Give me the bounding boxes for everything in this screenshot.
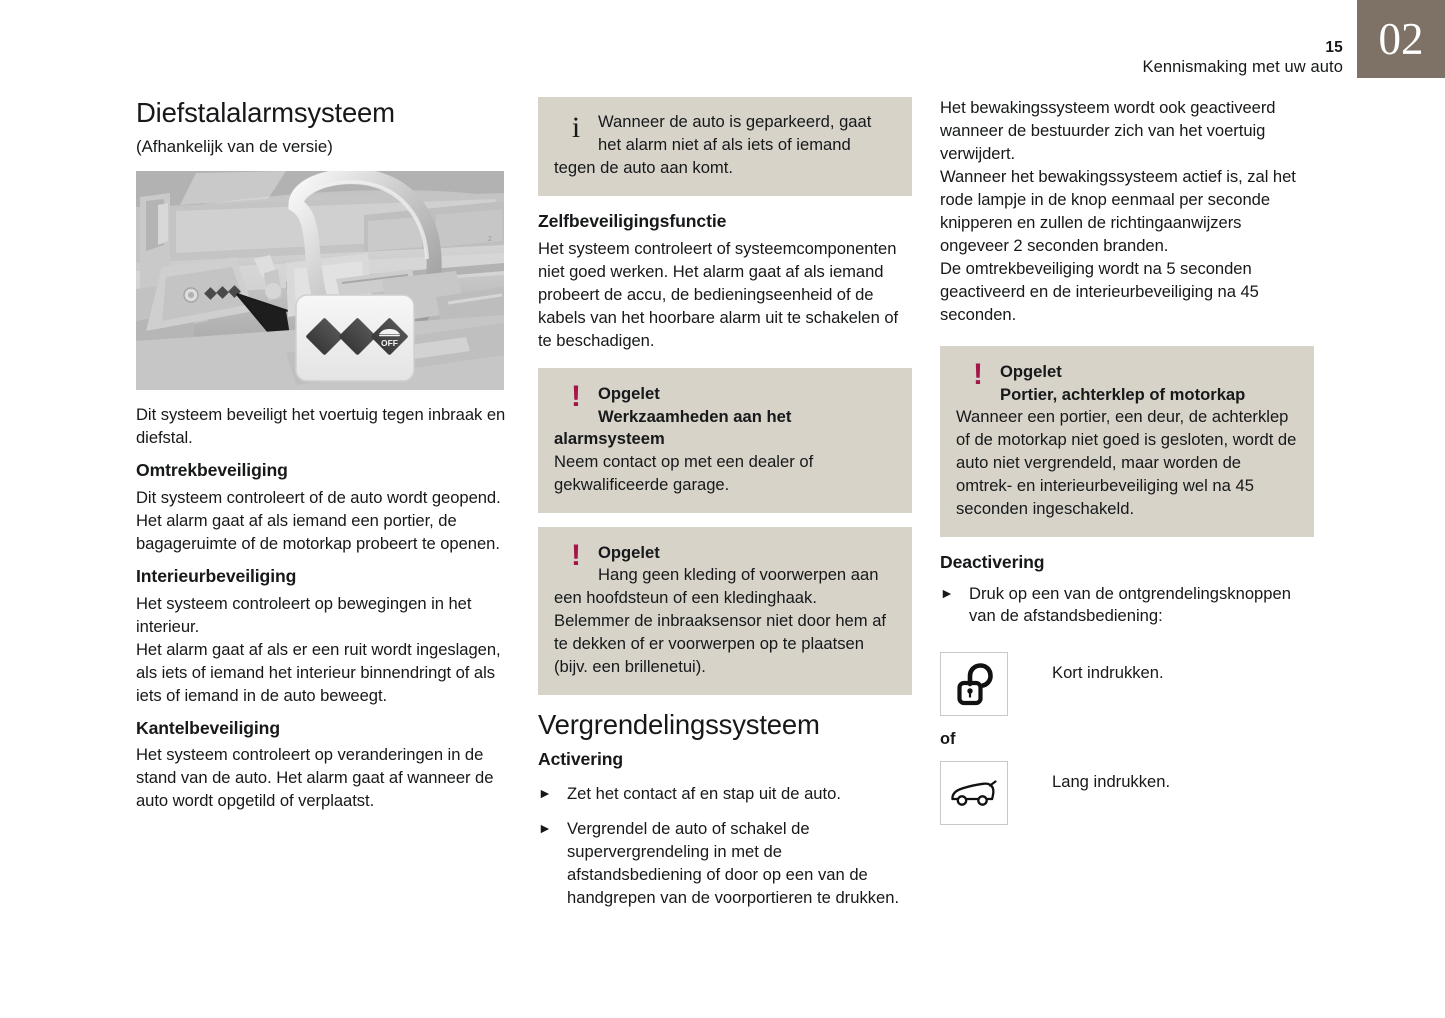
page-title: Diefstalalarmsysteem [136,97,395,128]
self-protection-paragraph: Het systeem controleert of systeemcomponenten niet goed werken. Het alarm gaat af als iemand probeert de accu, de bedieningseenheid of de kabels van het hoorbare alarm uit te schakelen of te beschadigen. [538,238,899,350]
page-columns [136,97,1316,997]
info-note-line-2: het alarm niet af als iets of iemand [598,134,851,154]
heading-kantelbeveiliging: Kantelbeveiliging [136,717,280,738]
deactivation-step [940,583,1314,629]
info-note-box [538,97,912,196]
svg-text:2: 2 [488,236,492,244]
unlock-padlock-icon-cell [940,652,1008,716]
activation-step-2-text: Vergrendel de auto of schakel de supervergrendeling in met de afstandsbediening of door op een van de handgrepen van de voorportieren te drukken. [567,818,900,907]
unlock-padlock-icon [953,662,995,706]
svg-text:OFF: OFF [381,338,398,349]
warning-body-rest: een hoofdsteun of een kledinghaak. Belemmer de inbraaksensor niet door hem af te dekken of er voorwerpen op te plaatsen (bijv. een brillenetui). [554,587,887,676]
info-note-line-1: Wanneer de auto is geparkeerd, gaat [598,112,872,131]
header-text-block [1142,38,1343,78]
long-press-label: Lang indrukken. [1052,772,1171,792]
warning-box-portier [940,346,1314,537]
surveillance-paragraph-2: Wanneer het bewakingssysteem actief is, zal het rode lampje in de knop eenmaal per seconde knipperen en zullen de richtingaanwijzers ongeveer 2 seconden branden. [940,166,1296,255]
warning-subtitle: Portier, achterklep of motorkap [1000,384,1246,404]
warning-subtitle-line-1: Werkzaamheden aan het [598,406,792,426]
warning-title: Opgelet [598,383,660,403]
middle-column [538,97,912,910]
right-column [940,97,1314,825]
deactivation-icon-row-short [940,652,1314,716]
activation-step-2 [538,818,912,910]
warning-box-alarmsysteem [538,368,912,513]
heading-interieurbeveiliging: Interieurbeveiliging [136,565,297,586]
warning-exclamation-icon: ! [571,379,581,413]
perimeter-paragraph: Dit systeem controleert of de auto wordt geopend. Het alarm gaat af als iemand een portier, de bagageruimte of de motorkap probeert te openen. [136,487,501,553]
page-subtitle: (Afhankelijk van de versie) [136,137,333,157]
heading-omtrekbeveiliging: Omtrekbeveiliging [136,460,288,481]
warning-exclamation-icon: ! [571,538,581,572]
interior-paragraph-2: Het alarm gaat af als er een ruit wordt ingeslagen, als iets of iemand het interieur binnendringt of als iets of iemand in de auto beweegt. [136,639,501,705]
heading-zelfbeveiligingsfunctie: Zelfbeveiligingsfunctie [538,210,727,231]
warning-box-kleding [538,527,912,695]
triangle-bullet-icon: ► [940,584,954,601]
button-callout [296,295,414,381]
dashboard-figure [136,171,504,390]
activation-step-1 [538,783,912,806]
surveillance-paragraph-1: Het bewakingssysteem wordt ook geactiveerd wanneer de bestuurder zich van het voertuig verwijdert. [940,98,1276,163]
warning-body: Neem contact op met een dealer of gekwalificeerde garage. [554,451,814,494]
heading-activering: Activering [538,748,624,769]
locking-system-title: Vergrendelingssysteem [538,708,820,740]
tilt-paragraph: Het systeem controleert op veranderingen in de stand van de auto. Het alarm gaat af wanneer de auto wordt opgetild of verplaatst. [136,745,494,811]
triangle-bullet-icon: ► [538,819,552,836]
warning-title: Opgelet [598,542,660,562]
page-number: 15 [1325,39,1343,56]
triangle-bullet-icon: ► [538,784,552,801]
short-press-label: Kort indrukken. [1052,663,1164,683]
deactivation-step-text: Druk op een van de ontgrendelingsknoppen van de afstandsbediening: [969,583,1291,626]
left-column [136,97,510,813]
intro-paragraph: Dit systeem beveiligt het voertuig tegen inbraak en diefstal. [136,405,506,448]
warning-subtitle-line-2: alarmsysteem [554,428,665,448]
warning-title: Opgelet [1000,361,1062,381]
activation-step-1-text: Zet het contact af en stap uit de auto. [567,783,841,803]
chapter-title: Kennismaking met uw auto [1142,58,1343,77]
or-label: of [940,730,956,749]
warning-body: Wanneer een portier, een deur, de achterklep of de motorkap niet goed is gesloten, wordt de auto niet vergrendeld, maar worden de omtrek- en interieurbeveiliging wel na 45 seconden ingeschakeld. [956,406,1297,518]
deactivation-icon-row-long [940,761,1314,825]
car-side-icon [949,777,999,809]
surveillance-paragraph-3: De omtrekbeveiliging wordt na 5 seconden geactiveerd en de interieurbeveiliging na 45 seconden. [940,258,1259,324]
warning-body-line-1: Hang geen kleding of voorwerpen aan [598,564,879,584]
heading-deactivering: Deactivering [940,551,1045,572]
interior-paragraph-1: Het systeem controleert op bewegingen in het interieur. [136,593,472,636]
warning-exclamation-icon: ! [973,357,983,391]
info-icon: i [571,111,581,144]
info-note-line-3: tegen de auto aan komt. [554,157,733,177]
car-side-icon-cell [940,761,1008,825]
chapter-number-tab: 02 [1357,0,1445,78]
dashboard-illustration [136,171,504,390]
page-header [0,0,1445,92]
